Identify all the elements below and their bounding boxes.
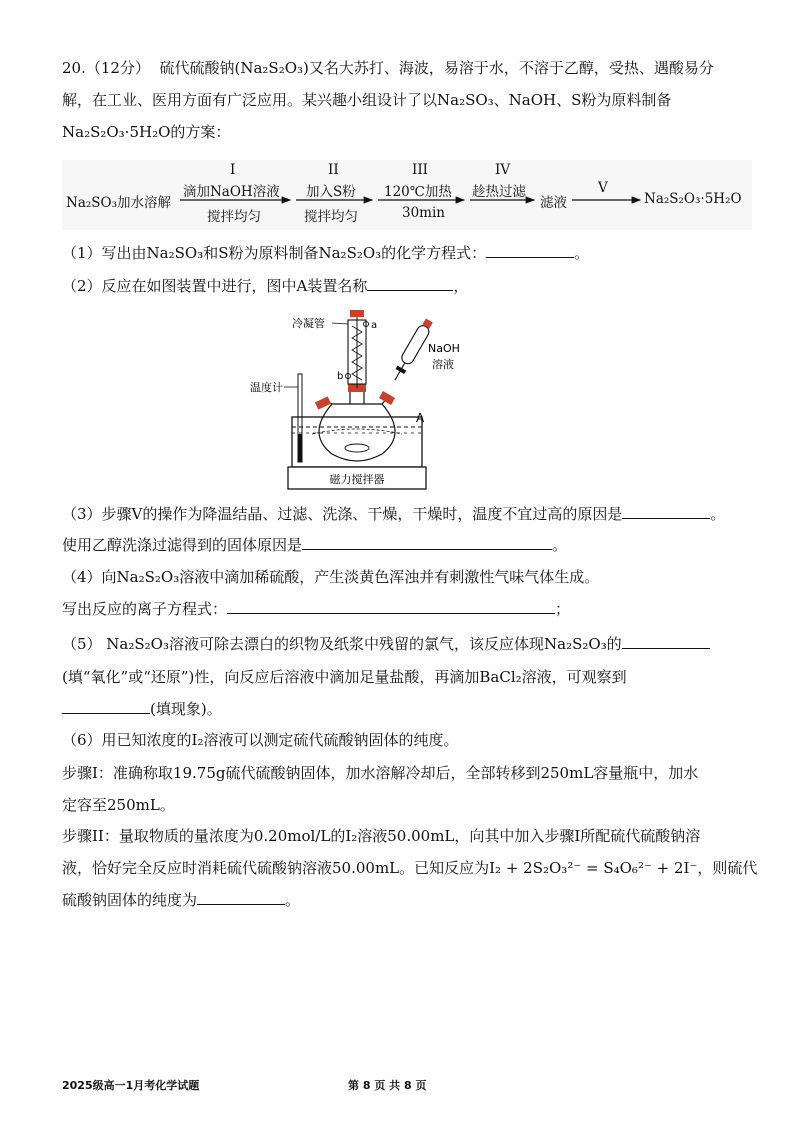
intro-text-1: 硫代硫酸钠(Na₂S₂O₃)又名大苏打、海波，易溶于水，不溶于乙醇，受热、遇酸易分 [159,59,714,77]
part-2 [62,276,468,296]
answer-blank-4[interactable] [227,599,555,614]
condenser-label: 冷凝管 [292,317,325,330]
answer-blank-2[interactable] [367,276,453,291]
part-4b [62,599,570,619]
step-3-roman: III [412,162,428,178]
step-2-line-c [62,890,300,910]
question-number: 20.（12分） [62,59,150,77]
step-1-top: 滴加NaOH溶液 [183,184,280,200]
part-2-end: ， [453,277,469,295]
footer-exam-title: 2025级高一1月考化学试题 [62,1079,200,1092]
part-4b-end: ； [555,600,571,618]
part-4a: （4）向Na₂S₂O₃溶液中滴加稀硫酸，产生淡黄色浑浊并有刺激性气味气体生成。 [62,568,600,586]
part-3b [62,535,567,555]
question-intro-line1 [62,58,714,78]
part-4b-text: 写出反应的离子方程式： [62,600,228,618]
part-3b-end: 。 [552,536,568,554]
part-3a-end: 。 [710,505,726,523]
part-2-text: （2）反应在如图装置中进行，图中A装置名称 [62,277,368,295]
part-5a [62,634,710,654]
answer-blank-6[interactable] [197,890,285,905]
step-5-roman: V [598,180,608,196]
footer-page-number: 第 8 页 共 8 页 [348,1079,427,1092]
part-3a [62,504,725,524]
flow-middle: 滤液 [540,195,567,211]
answer-blank-1[interactable] [486,243,574,258]
answer-blank-3b[interactable] [302,535,552,550]
naoh-label: NaOH [428,342,460,355]
three-neck-flask [319,404,395,461]
part-1-text: （1）写出由Na₂SO₃和S粉为原料制备Na₂S₂O₃的化学方程式： [62,244,487,262]
flow-end: Na₂S₂O₃·5H₂O [644,191,742,207]
step-3-bottom: 30min [402,205,445,221]
step-2-line-a: 步骤II：量取物质的量浓度为0.20mol/L的I₂溶液50.00mL，向其中加入步骤I所配硫代硫酸钠溶 [62,827,701,845]
intro-text-3: Na₂S₂O₃·5H₂O的方案： [62,123,231,141]
part-5c [62,699,222,719]
solution-label: 溶液 [432,358,454,371]
step-3-top: 120℃加热 [384,184,452,200]
part-5b: (填“氧化”或“还原”)性，向反应后溶液中滴加足量盐酸，再滴加BaCl₂溶液，可观察到 [62,668,627,686]
a-label: A [416,411,425,425]
part-1 [62,243,589,263]
part-5c-text: (填现象)。 [150,700,222,718]
part-3a-text: （3）步骤V的操作为降温结晶、过滤、洗涤、干燥，干燥时，温度不宜过高的原因是 [62,505,623,523]
stirrer-label: 磁力搅拌器 [329,473,385,486]
step-2-line-c-end: 。 [285,891,301,909]
answer-blank-5b[interactable] [62,699,150,714]
port-a-label: a [371,320,378,331]
step-2-top: 加入S粉 [306,184,356,200]
thermometer-label: 温度计 [250,381,283,394]
part-5a-text: （5） Na₂S₂O₃溶液可除去漂白的织物及纸浆中残留的氯气，该反应体现Na₂S₂O₃的 [62,635,622,653]
step-2-roman: II [328,162,339,178]
step-4-top: 趁热过滤 [472,184,526,200]
step-2-line-b: 液，恰好完全反应时消耗硫代硫酸钠溶液50.00mL。已知反应为I₂ + 2S₂O₃²⁻ = S₄O₆²⁻ + 2I⁻，则硫代 [62,859,758,877]
answer-blank-3a[interactable] [622,504,710,519]
part-1-end: 。 [574,244,590,262]
apparatus-diagram [240,302,480,494]
flow-start: Na₂SO₃加水溶解 [66,195,172,211]
step-1-line-b: 定容至250mL。 [62,796,175,814]
step-4-roman: IV [495,162,511,178]
water-bath [292,417,422,467]
port-b-label: b [337,371,344,382]
step-2-bottom: 搅拌均匀 [304,209,358,225]
answer-blank-5a[interactable] [622,634,710,649]
part-3b-text: 使用乙醇洗涤过滤得到的固体原因是 [62,536,303,554]
step-1-line-a: 步骤I：准确称取19.75g硫代硫酸钠固体，加水溶解冷却后，全部转移到250mL容量瓶中，加水 [62,764,699,782]
step-2-line-c-text: 硫酸钠固体的纯度为 [62,891,198,909]
step-1-roman: I [230,162,236,178]
intro-text-2: 解，在工业、医用方面有广泛应用。某兴趣小组设计了以Na₂SO₃、NaOH、S粉为原料制备 [62,91,672,109]
step-1-bottom: 搅拌均匀 [207,209,261,225]
process-flow-chart [62,160,752,230]
part-6: （6）用已知浓度的I₂溶液可以测定硫代硫酸钠固体的纯度。 [62,731,459,749]
